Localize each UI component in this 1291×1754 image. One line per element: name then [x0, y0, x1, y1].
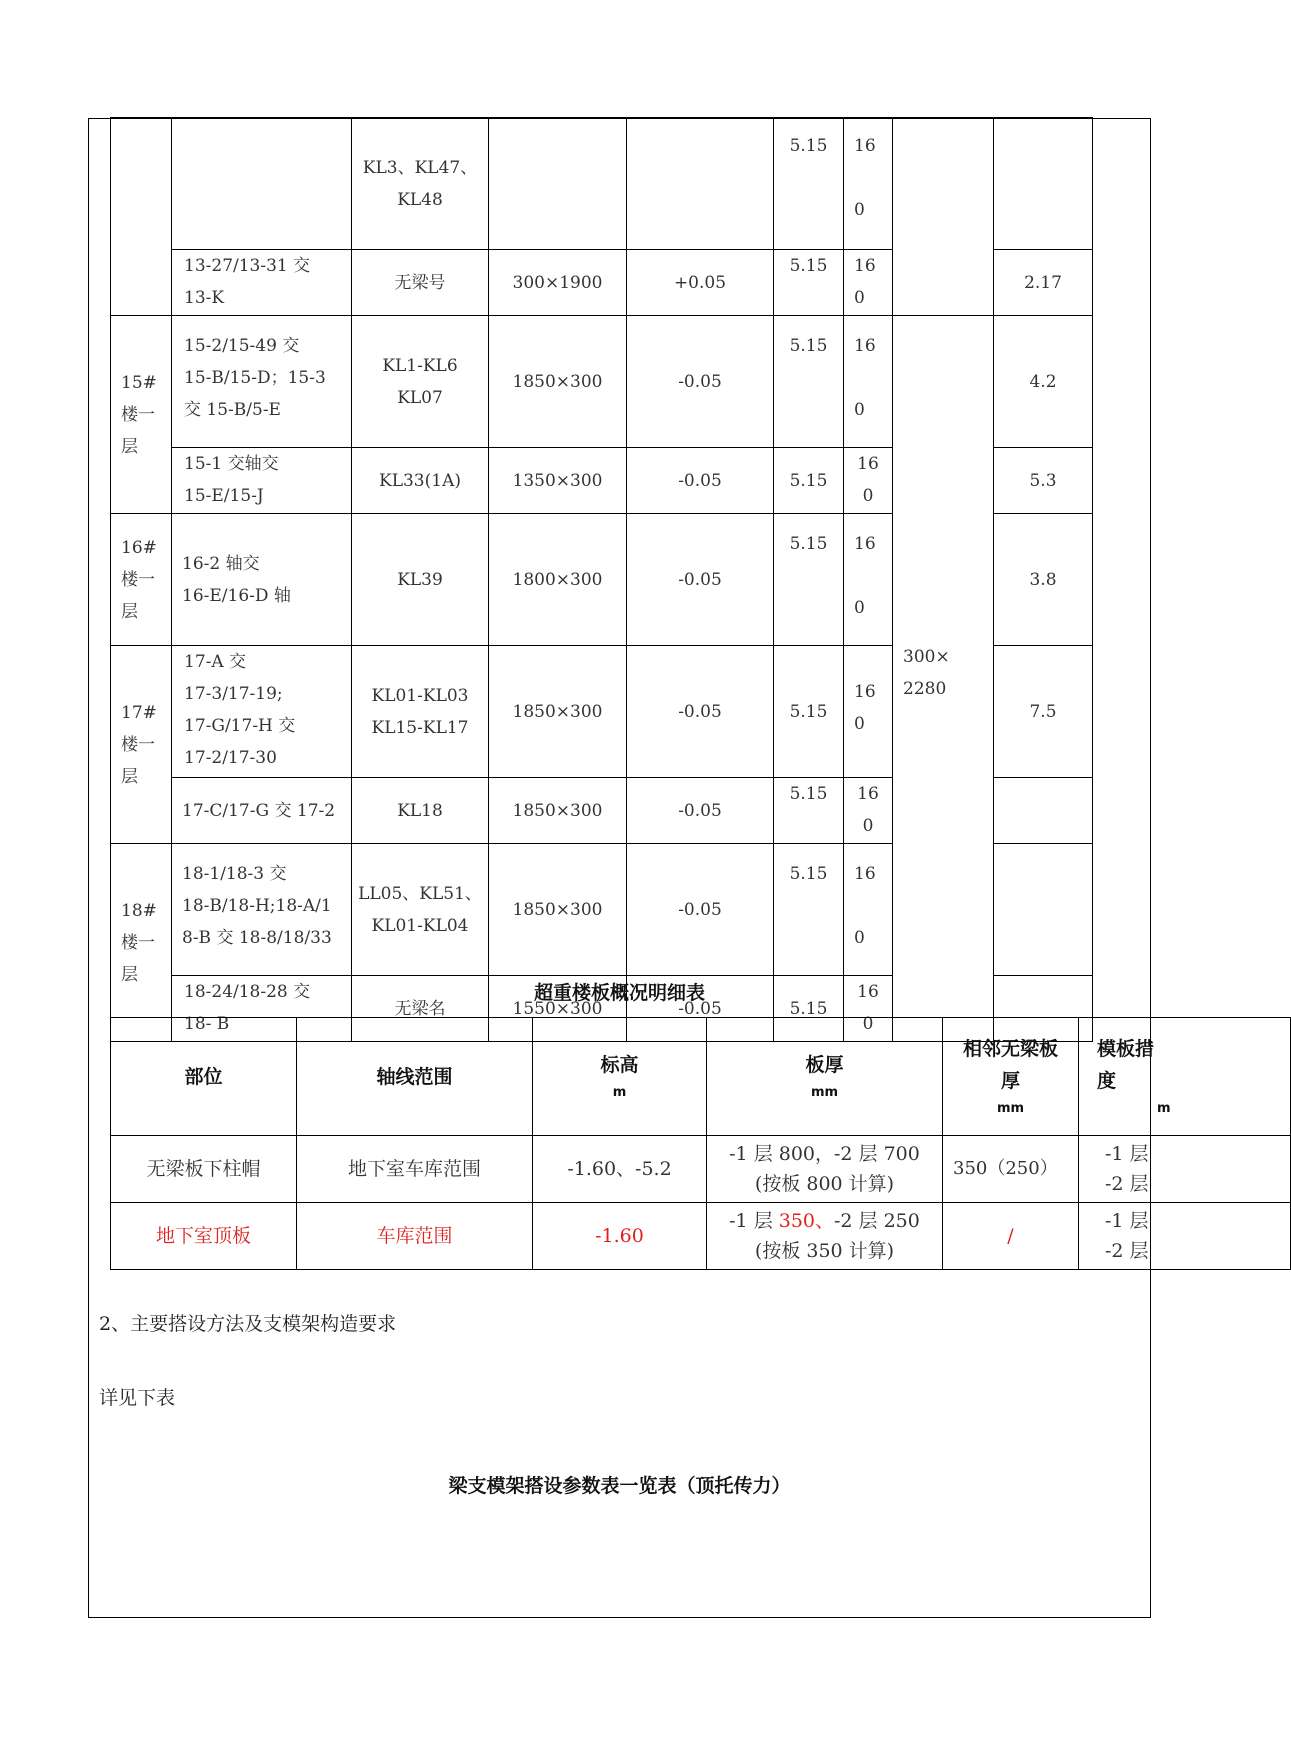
beam-cell: LL05、KL51、 KL01-KL04 — [352, 844, 489, 976]
axis-cell: 17-A 交 17-3/17-19; 17-G/17-H 交 17-2/17-30 — [172, 646, 352, 778]
height-cell: 5.15 — [774, 646, 844, 778]
axis-cell: 13-27/13-31 交 13-K — [172, 250, 352, 316]
floor-cell: 18# 楼一 层 — [111, 844, 172, 1042]
elev-cell — [627, 118, 774, 250]
height-cell: 5.15 — [774, 976, 844, 1042]
floor-cell: 15# 楼一 层 — [111, 316, 172, 514]
spacing-cell: 16 0 — [844, 778, 893, 844]
spacing-cell: 16 0 — [844, 514, 893, 646]
beam-parameter-table — [110, 117, 1093, 1042]
slab-table-title: 超重楼板概况明细表 — [533, 982, 705, 1004]
header-thickness: 板厚 mm — [707, 1018, 943, 1136]
height-cell: 5.15 — [774, 316, 844, 448]
size-cell — [489, 118, 627, 250]
row2-adjacent: / — [943, 1203, 1079, 1270]
beam-cell: KL01-KL03 KL15-KL17 — [352, 646, 489, 778]
load-cell: 3.8 — [994, 514, 1093, 646]
spacing-cell: 16 0 — [844, 448, 893, 514]
size-cell: 1850×300 — [489, 844, 627, 976]
row1-part: 无梁板下柱帽 — [111, 1136, 297, 1203]
size-cell: 300×1900 — [489, 250, 627, 316]
size-cell: 1350×300 — [489, 448, 627, 514]
beam-cell: KL39 — [352, 514, 489, 646]
spacing-cell: 16 0 — [844, 316, 893, 448]
beam-cell: KL1-KL6 KL07 — [352, 316, 489, 448]
height-cell: 5.15 — [774, 844, 844, 976]
document-frame — [88, 118, 1171, 1618]
load-cell: 2.17 — [994, 250, 1093, 316]
row1-adjacent: 350（250） — [943, 1136, 1079, 1203]
floor-cell: 16# 楼一 层 — [111, 514, 172, 646]
spacing-cell: 16 0 — [844, 250, 893, 316]
section-note: 详见下表 — [99, 1387, 176, 1409]
row1-range: 地下室车库范围 — [297, 1136, 533, 1203]
elev-cell: -0.05 — [627, 316, 774, 448]
spacing-cell: 16 0 — [844, 646, 893, 778]
beam-cell: 无梁号 — [352, 250, 489, 316]
beam-cell: KL33(1A) — [352, 448, 489, 514]
axis-cell: 15-1 交轴交 15-E/15-J — [172, 448, 352, 514]
axis-cell: 17-C/17-G 交 17-2 — [172, 778, 352, 844]
slab-cell — [893, 118, 994, 316]
slab-merged-cell: 300× 2280 — [893, 316, 994, 1042]
height-cell: 5.15 — [774, 514, 844, 646]
load-cell: 7.5 — [994, 646, 1093, 778]
elev-cell: -0.05 — [627, 514, 774, 646]
header-formwork: 模板措 度 m — [1079, 1018, 1291, 1136]
size-cell: 1850×300 — [489, 778, 627, 844]
row1-elevation: -1.60、-5.2 — [533, 1136, 707, 1203]
beam-cell: 无梁名 — [352, 976, 489, 1042]
beam-cell: KL18 — [352, 778, 489, 844]
size-cell: 1850×300 — [489, 316, 627, 448]
next-table-title: 梁支模架搭设参数表一览表（顶托传力） — [448, 1475, 791, 1497]
row2-formwork: -1 层 -2 层 — [1079, 1203, 1291, 1270]
spacing-cell: 16 0 — [844, 976, 893, 1042]
floor-cell: 17# 楼一 层 — [111, 646, 172, 844]
row2-elevation: -1.60 — [533, 1203, 707, 1270]
spacing-cell: 16 0 — [844, 118, 893, 250]
size-cell: 1550×300 — [489, 976, 627, 1042]
axis-cell — [172, 118, 352, 250]
elev-cell: +0.05 — [627, 250, 774, 316]
header-range: 轴线范围 — [297, 1018, 533, 1136]
load-cell: 4.2 — [994, 316, 1093, 448]
row2-range: 车库范围 — [297, 1203, 533, 1270]
section-heading: 2、主要搭设方法及支模架构造要求 — [99, 1313, 397, 1335]
axis-cell: 15-2/15-49 交 15-B/15-D；15-3 交 15-B/5-E — [172, 316, 352, 448]
axis-cell: 18-1/18-3 交 18-B/18-H;18-A/1 8-B 交 18-8/18/33 — [172, 844, 352, 976]
height-cell: 5.15 — [774, 250, 844, 316]
elev-cell: -0.05 — [627, 844, 774, 976]
spacing-cell: 16 0 — [844, 844, 893, 976]
elev-cell: -0.05 — [627, 778, 774, 844]
load-cell — [994, 844, 1093, 976]
elev-cell: -0.05 — [627, 646, 774, 778]
elev-cell: -0.05 — [627, 976, 774, 1042]
size-cell: 1850×300 — [489, 646, 627, 778]
size-cell: 1800×300 — [489, 514, 627, 646]
slab-detail-table — [110, 1017, 1291, 1270]
header-adjacent-thickness: 相邻无梁板 厚 mm — [943, 1018, 1079, 1136]
beam-cell: KL3、KL47、 KL48 — [352, 118, 489, 250]
elev-cell: -0.05 — [627, 448, 774, 514]
load-cell — [994, 778, 1093, 844]
axis-cell: 18-24/18-28 交 18- B — [172, 976, 352, 1042]
height-cell: 5.15 — [774, 448, 844, 514]
row2-part: 地下室顶板 — [111, 1203, 297, 1270]
floor-cell — [111, 118, 172, 316]
height-cell: 5.15 — [774, 778, 844, 844]
load-cell — [994, 118, 1093, 250]
row2-thickness: -1 层 350、-2 层 250 (按板 350 计算) — [707, 1203, 943, 1270]
row1-thickness: -1 层 800，-2 层 700 (按板 800 计算) — [707, 1136, 943, 1203]
load-cell: 5.3 — [994, 448, 1093, 514]
height-cell: 5.15 — [774, 118, 844, 250]
axis-cell: 16-2 轴交 16-E/16-D 轴 — [172, 514, 352, 646]
row1-formwork: -1 层 -2 层 — [1079, 1136, 1291, 1203]
header-elevation: 标高 m — [533, 1018, 707, 1136]
header-part: 部位 — [111, 1018, 297, 1136]
